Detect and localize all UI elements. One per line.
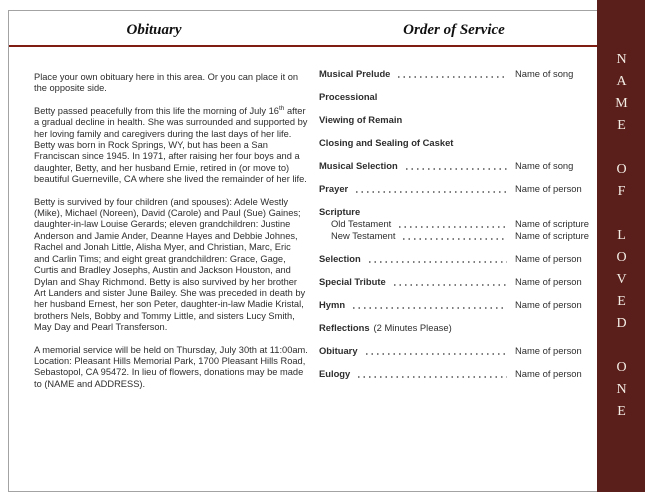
dotted-leader xyxy=(403,238,507,240)
service-item-value: Name of person xyxy=(515,253,582,264)
dotted-leader xyxy=(398,76,507,78)
service-item-value: Name of scripture xyxy=(515,218,589,229)
dotted-leader xyxy=(366,353,507,355)
order-of-service-list xyxy=(319,67,597,390)
service-item-note: (2 Minutes Please) xyxy=(373,322,452,333)
loved-one-name-text: NAME OF LOVED ONE xyxy=(614,52,629,426)
service-item-label: New Testament xyxy=(331,230,396,241)
obituary-paragraph-passing xyxy=(34,106,308,186)
service-item-scripture-group xyxy=(319,205,597,242)
loved-one-name-spine xyxy=(597,0,645,492)
dotted-leader xyxy=(353,307,507,309)
service-item-value: Name of person xyxy=(515,368,582,379)
service-item-label: Scripture xyxy=(319,206,361,217)
obituary-paragraph-service-info: A memorial service will be held on Thursday, July 30th at 11:00am. Location: Pleasant Hills Memorial Park, 1700 Pleasant Hills Road, Sebastopol, CA 95472. In lieu of flowers, donations may be made to (NAME and ADDRESS). xyxy=(34,344,308,389)
service-item-closing-casket xyxy=(319,136,597,149)
dotted-leader xyxy=(399,226,507,228)
service-item-scripture xyxy=(319,205,597,218)
service-item-old-testament xyxy=(331,218,597,230)
service-item-processional xyxy=(319,90,597,103)
service-item-label: Musical Selection xyxy=(319,160,398,171)
service-item-viewing xyxy=(319,113,597,126)
obituary-paragraph-survivors: Betty is survived by four children (and spouses): Adele Westly (Mike), Michael (Noreen), David (Carole) and Paul (Sue) Gaines; daughter-in-law Louise Gerards; eleven grandchildren: Justine Anderson and Jamie Ander, Deanne Hayes and Debbie Johnes, Rachel and Jonah Little, Alisha Myer, and Christian, Marc, Eric and Carlin Tims; and eight great grandchildren: Grace, Gage, Curtis and Bradley Josephs, Austin and Jackson Houston, and Dylan and Shay Richmond. Betty is also survived by her brother Art Landers and sister June Bailey. She was preceded in death by her husband Ernest, her son Peter, daughter-in-law Madie Kristal, brothers Nels, Bobby and Tommy Little, and sisters Lucy Smith, May Day and Pearl Transferson. xyxy=(34,196,306,333)
scripture-sub-items xyxy=(331,218,597,242)
service-item-label: Eulogy xyxy=(319,368,351,379)
obituary-paragraph-instructions: Place your own obituary here in this area. Or you can place it on the opposite side. xyxy=(34,72,299,94)
dotted-leader xyxy=(394,284,507,286)
page-header xyxy=(9,11,640,47)
service-item-label: Special Tribute xyxy=(319,276,386,287)
service-item-label: Hymn xyxy=(319,299,346,310)
service-item-musical-selection xyxy=(319,159,597,172)
service-item-selection xyxy=(319,252,597,265)
obituary-text-part: Betty passed peacefully from this life the morning of July 16 xyxy=(34,105,279,116)
service-item-label: Reflections xyxy=(319,322,370,333)
service-item-special-tribute xyxy=(319,275,597,288)
service-item-label: Viewing of Remain xyxy=(319,114,403,125)
order-of-service-page-title: Order of Service xyxy=(403,22,505,38)
service-item-new-testament xyxy=(331,230,597,242)
service-item-value: Name of song xyxy=(515,68,574,79)
service-item-value: Name of scripture xyxy=(515,230,589,241)
dotted-leader xyxy=(406,168,507,170)
service-item-label: Closing and Sealing of Casket xyxy=(319,137,454,148)
service-item-reflections xyxy=(319,321,597,334)
service-item-value: Name of person xyxy=(515,299,582,310)
obituary-page-title: Obituary xyxy=(126,22,182,38)
service-item-hymn xyxy=(319,298,597,311)
service-item-value: Name of person xyxy=(515,183,582,194)
obituary-text-part: after a gradual decline in health. She was surrounded and supported by her loving family and caregivers during the last days of her life. Betty was born in Rock Springs, WY, but has been a San Franciscan since 1945. In 1971, after raising her four boys and a daughter, Betty, and her husband Ernie, retired in (or move to) beautiful Guerneville, CA where she lived the remainder of her life. xyxy=(34,105,308,185)
service-item-label: Selection xyxy=(319,253,361,264)
dotted-leader xyxy=(356,191,507,193)
program-page xyxy=(8,10,641,492)
service-item-prayer xyxy=(319,182,597,195)
dotted-leader xyxy=(369,261,507,263)
obituary-text-block xyxy=(34,72,308,401)
service-item-label: Obituary xyxy=(319,345,358,356)
service-item-label: Old Testament xyxy=(331,218,392,229)
service-item-label: Musical Prelude xyxy=(319,68,391,79)
service-item-label: Prayer xyxy=(319,183,349,194)
service-item-value: Name of person xyxy=(515,276,582,287)
service-item-value: Name of person xyxy=(515,345,582,356)
service-item-musical-prelude xyxy=(319,67,597,80)
ordinal-superscript: th xyxy=(278,104,285,112)
service-item-value: Name of song xyxy=(515,160,574,171)
service-item-label: Processional xyxy=(319,91,378,102)
service-item-eulogy xyxy=(319,367,597,380)
dotted-leader xyxy=(358,376,507,378)
service-item-obituary xyxy=(319,344,597,357)
